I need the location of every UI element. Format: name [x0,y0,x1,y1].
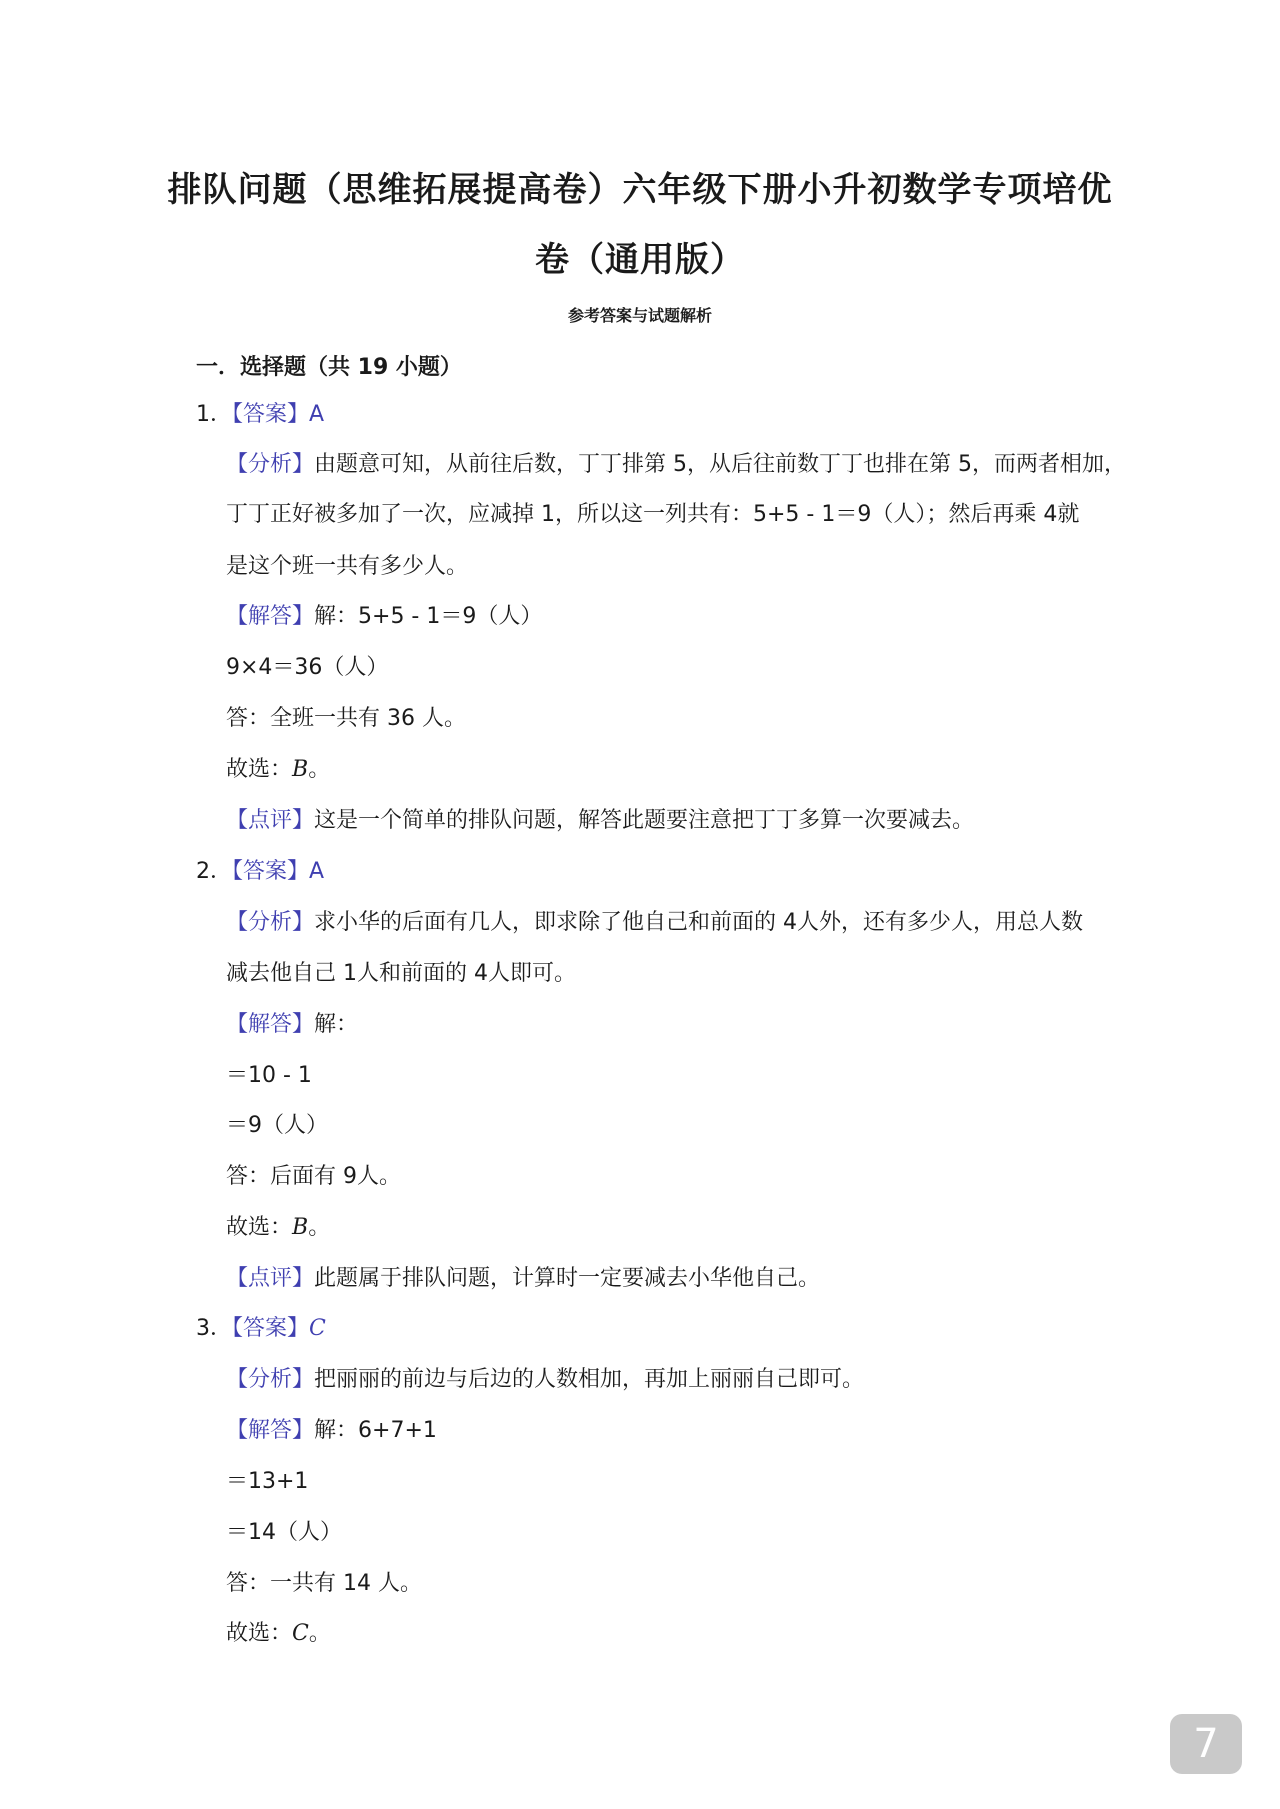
q2-comment-text: 此题属于排队问题，计算时一定要减去小华他自己。 [314,1266,821,1291]
q1-solution-text: 解：5+5 - 1＝9（人） [314,604,543,629]
q3-solution-text: 解：6+7+1 [314,1418,437,1443]
q1-analysis-text1: 由题意可知，从前往后数，丁丁排第 5，从后往前数丁丁也排在第 5，而两者相加， [314,452,1126,477]
q3-analysis-line1 [226,1365,864,1395]
q1-solution-tag: 【解答】 [226,604,315,629]
q1-number: 1． [196,402,232,427]
q1-comment-tag: 【点评】 [226,808,315,833]
q2-analysis-text1: 求小华的后面有几人，即求除了他自己和前面的 4人外，还有多少人，用总人数 [314,910,1084,935]
q3-choose-line [226,1619,331,1649]
q3-step1: ＝13+1 [226,1469,309,1494]
q1-comment-line [226,806,974,836]
q1-solution-line [226,602,542,632]
q1-analysis-tag: 【分析】 [226,452,315,477]
q3-number: 3． [196,1316,232,1341]
q2-solution-text: 解： [314,1012,359,1037]
q2-analysis-tag: 【分析】 [226,910,315,935]
q2-choose-line [226,1213,330,1243]
q2-step2: ＝9（人） [226,1113,328,1138]
q2-answer-value: A [309,859,325,884]
q2-number: 2． [196,859,232,884]
q1-choose-suffix: 。 [308,757,331,782]
q2-comment-tag: 【点评】 [226,1266,315,1291]
q2-reply: 答：后面有 9人。 [226,1164,401,1189]
q3-solution-line [226,1416,437,1446]
q1-analysis-line2: 丁丁正好被多加了一次，应减掉 1，所以这一列共有：5+5 - 1＝9（人）；然后再乘 4就 [226,502,1080,527]
q1-answer-line [196,400,324,430]
q2-analysis-line2: 减去他自己 1人和前面的 4人即可。 [226,961,576,986]
q1-reply: 答：全班一共有 36 人。 [226,706,466,731]
q1-analysis-line1 [226,450,1126,480]
q3-choose-value: C [292,1621,309,1646]
q1-choose-value: B [292,757,309,782]
q3-reply: 答：一共有 14 人。 [226,1571,422,1596]
q3-choose-prefix: 故选： [226,1621,293,1646]
q2-comment-line [226,1264,820,1294]
q1-answer-tag: 【答案】 [232,402,310,427]
q3-choose-suffix: 。 [308,1621,331,1646]
q2-answer-line [196,857,324,887]
q2-solution-tag: 【解答】 [226,1012,315,1037]
q3-analysis-text1: 把丽丽的前边与后边的人数相加，再加上丽丽自己即可。 [314,1367,865,1392]
section-heading: 一．选择题（共 19 小题） [196,355,462,380]
q3-answer-line [196,1314,326,1344]
q2-solution-line [226,1010,358,1040]
q3-step2: ＝14（人） [226,1520,342,1545]
q3-answer-value: C [309,1316,326,1341]
q3-analysis-tag: 【分析】 [226,1367,315,1392]
q1-analysis-line3: 是这个班一共有多少人。 [226,554,469,579]
q2-choose-prefix: 故选： [226,1215,293,1240]
q2-choose-suffix: 。 [308,1215,331,1240]
page-title-line2: 卷（通用版） [535,240,745,280]
q3-solution-tag: 【解答】 [226,1418,315,1443]
q3-answer-tag: 【答案】 [232,1316,310,1341]
q2-step1: ＝10 - 1 [226,1063,312,1088]
page-number-badge: 7 [1170,1714,1242,1774]
q2-choose-value: B [292,1215,309,1240]
q2-analysis-line1 [226,908,1083,938]
page-title-line1: 排队问题（思维拓展提高卷）六年级下册小升初数学专项培优 [167,170,1113,210]
q1-choose-prefix: 故选： [226,757,293,782]
q1-comment-text: 这是一个简单的排队问题，解答此题要注意把丁丁多算一次要减去。 [314,808,975,833]
q1-choose-line [226,755,330,785]
page-subtitle: 参考答案与试题解析 [567,306,712,325]
q2-answer-tag: 【答案】 [232,859,310,884]
q1-step1: 9×4＝36（人） [226,655,389,680]
q1-answer-value: A [309,402,325,427]
